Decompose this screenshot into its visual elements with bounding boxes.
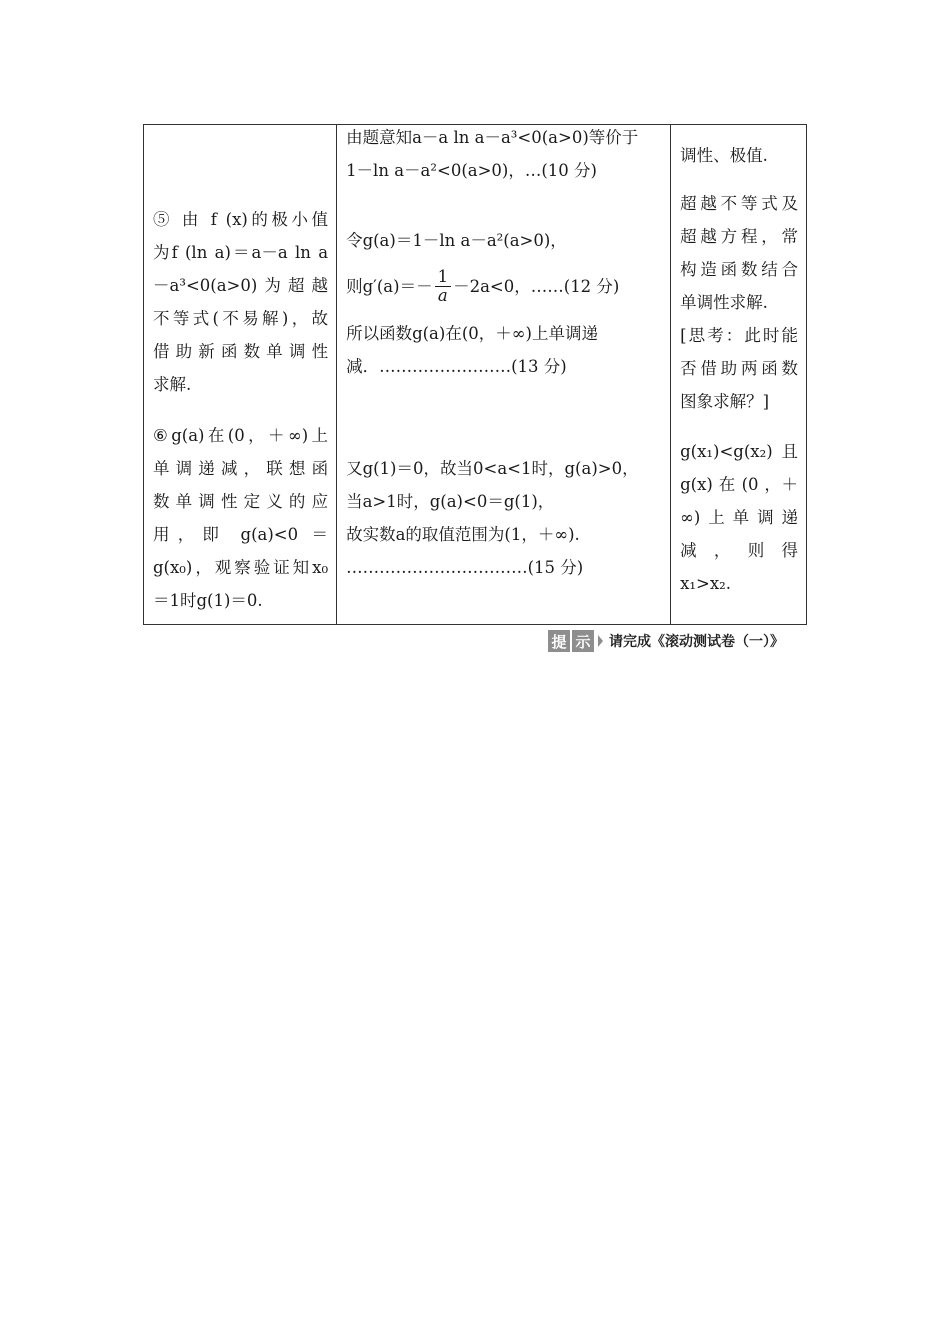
solution-step-define-g: 令g(a)＝1－ln a－a²(a>0)， [346, 231, 567, 250]
analysis-column [144, 125, 337, 625]
fraction: 1 a [435, 268, 452, 305]
solution-step-derivative: 则g′(a)＝－ 1 a －2a<0，……(12 分) [346, 266, 620, 305]
hint-badge: 示 [572, 630, 594, 652]
analysis-note-5: ⑤ 由 f (x)的极小值 为f (ln a)＝a－a ln a －a³<0(a>0)为超越 不等式(不易解)，故 借助新函数单调性 求解. [153, 210, 329, 394]
hint-bar [548, 628, 784, 654]
hint-badge: 提 [548, 630, 570, 652]
solution-step-conclusion: 又g(1)＝0，故当0<a<1时，g(a)>0， 当a>1时，g(a)<0＝g(1)， 故实数a的取值范围为(1，＋∞). ……………………………(15 分) [346, 459, 639, 577]
remark-column [671, 125, 807, 625]
remark-extremum: 调性、极值. [680, 146, 768, 165]
remark-monotonic-definition: g(x₁)<g(x₂) 且 g(x) 在 (0 ，＋ ∞)上单调递 减 ， 则 得 x₁>x₂. [680, 442, 798, 593]
solution-step-monotonic: 所以函数g(a)在(0，＋∞)上单调递 减．……………………(13 分) [346, 324, 598, 376]
chevron-right-icon [598, 635, 603, 647]
table-row [144, 125, 807, 625]
solution-table [143, 124, 807, 625]
solution-column [337, 125, 671, 625]
solution-step-equivalence: 由题意知a－a ln a－a³<0(a>0)等价于 1－ln a－a²<0(a>0)，…(10 分) [346, 128, 639, 180]
remark-transcendental: 超越不等式及 超越方程，常 构造函数结合 单调性求解. [思考：此时能 否借助两函数 图象求解？] [680, 194, 798, 411]
analysis-note-6: ⑥g(a)在(0，＋∞)上 单调递减，联想函 数单调性定义的应 用，即 g(a)<0 ＝ g(x₀)，观察验证知x₀ ＝1时g(1)＝0. [153, 426, 329, 610]
hint-text: 请完成《滚动测试卷（一）》 [609, 634, 784, 650]
